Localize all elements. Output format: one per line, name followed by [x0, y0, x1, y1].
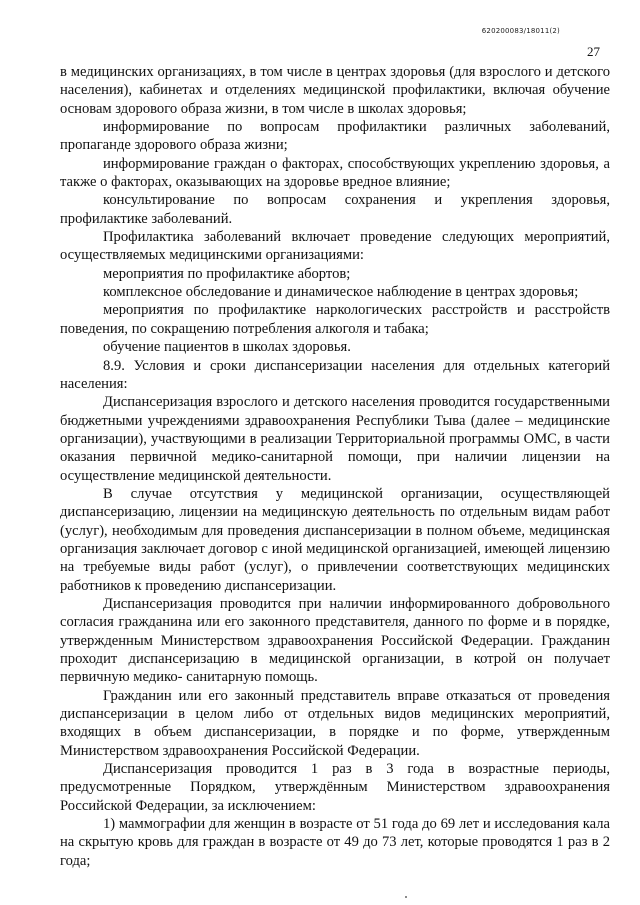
paragraph: мероприятия по профилактике наркологических расстройств и расстройств поведения, по сокращению потребления алкоголя и табака; — [60, 302, 610, 337]
paragraph: Диспансеризация проводится 1 раз в 3 года в возрастные периоды, предусмотренные Порядком, утверждённым Министерством здравоохранения Российской Федерации, за исключением: — [60, 761, 610, 814]
paragraph: Диспансеризация взрослого и детского населения проводится государственными бюджетными учреждениями здравоохранения Республики Тыва (далее – медицинские организации), участвующими в реализации Территориальной программы ОМС, в части оказания первичной медико-санитарной помощи, при наличии лицензии на осуществление медицинской деятельности. — [60, 394, 610, 484]
paragraph: комплексное обследование и динамическое наблюдение в центрах здоровья; — [103, 284, 579, 301]
paragraph: В случае отсутствия у медицинской организации, осуществляющей диспансеризацию, лицензии на медицинскую деятельность по отдельным видам работ (услуг), необходимым для проведения диспансеризации в полном объеме, медицинская организация заключает договор с иной медицинской организацией, имеющей лицензию на требуемые виды работ (услуг), о привлечении соответствующих медицинских работников к проведению диспансеризации. — [60, 485, 610, 594]
paragraph: в медицинских организациях, в том числе в центрах здоровья (для взрослого и детского населения), кабинетах и отделениях медицинской профилактики, включая обучение основам здорового образа жизни, в том числе в школах здоровья; — [60, 64, 610, 117]
paragraph: информирование по вопросам профилактики различных заболеваний, пропаганде здорового образа жизни; — [60, 119, 610, 154]
body-text — [60, 63, 610, 870]
paragraph: Профилактика заболеваний включает проведение следующих мероприятий, осуществляемых медицинскими организациями: — [60, 229, 610, 264]
scan-artifact — [405, 896, 407, 898]
list-item: 1) маммографии для женщин в возрасте от 51 года до 69 лет и исследования кала на скрытую кровь для граждан в возрасте от 49 до 73 лет, которые проводятся 1 раз в 2 года; — [60, 816, 610, 869]
paragraph: консультирование по вопросам сохранения и укрепления здоровья, профилактике заболеваний. — [60, 192, 610, 227]
paragraph: мероприятия по профилактике абортов; — [103, 265, 351, 282]
paragraph: Диспансеризация проводится при наличии информированного добровольного согласия гражданина или его законного представителя, данного по форме и в порядке, утвержденным Министерством здравоохранения Российской Федерации. Гражданин проходит диспансеризацию в медицинской организации, в котрой он получает первичную медико- санитарную помощь. — [60, 595, 610, 686]
document-id: 620200083/18011(2) — [481, 27, 560, 35]
paragraph: Гражданин или его законный представитель вправе отказаться от проведения диспансеризации в целом либо от отдельных видов медицинских мероприятий, входящих в объем диспансеризации, в порядке и по форме, утвержденным Министерством здравоохранения Российской Федерации. — [60, 687, 610, 759]
page-number: 27 — [587, 44, 600, 59]
paragraph: обучение пациентов в школах здоровья. — [103, 339, 351, 356]
section-heading: 8.9. Условия и сроки диспансеризации населения для отдельных категорий населения: — [60, 357, 610, 392]
paragraph: информирование граждан о факторах, способствующих укреплению здоровья, а также о факторах, оказывающих на здоровье вредное влияние; — [60, 155, 610, 191]
